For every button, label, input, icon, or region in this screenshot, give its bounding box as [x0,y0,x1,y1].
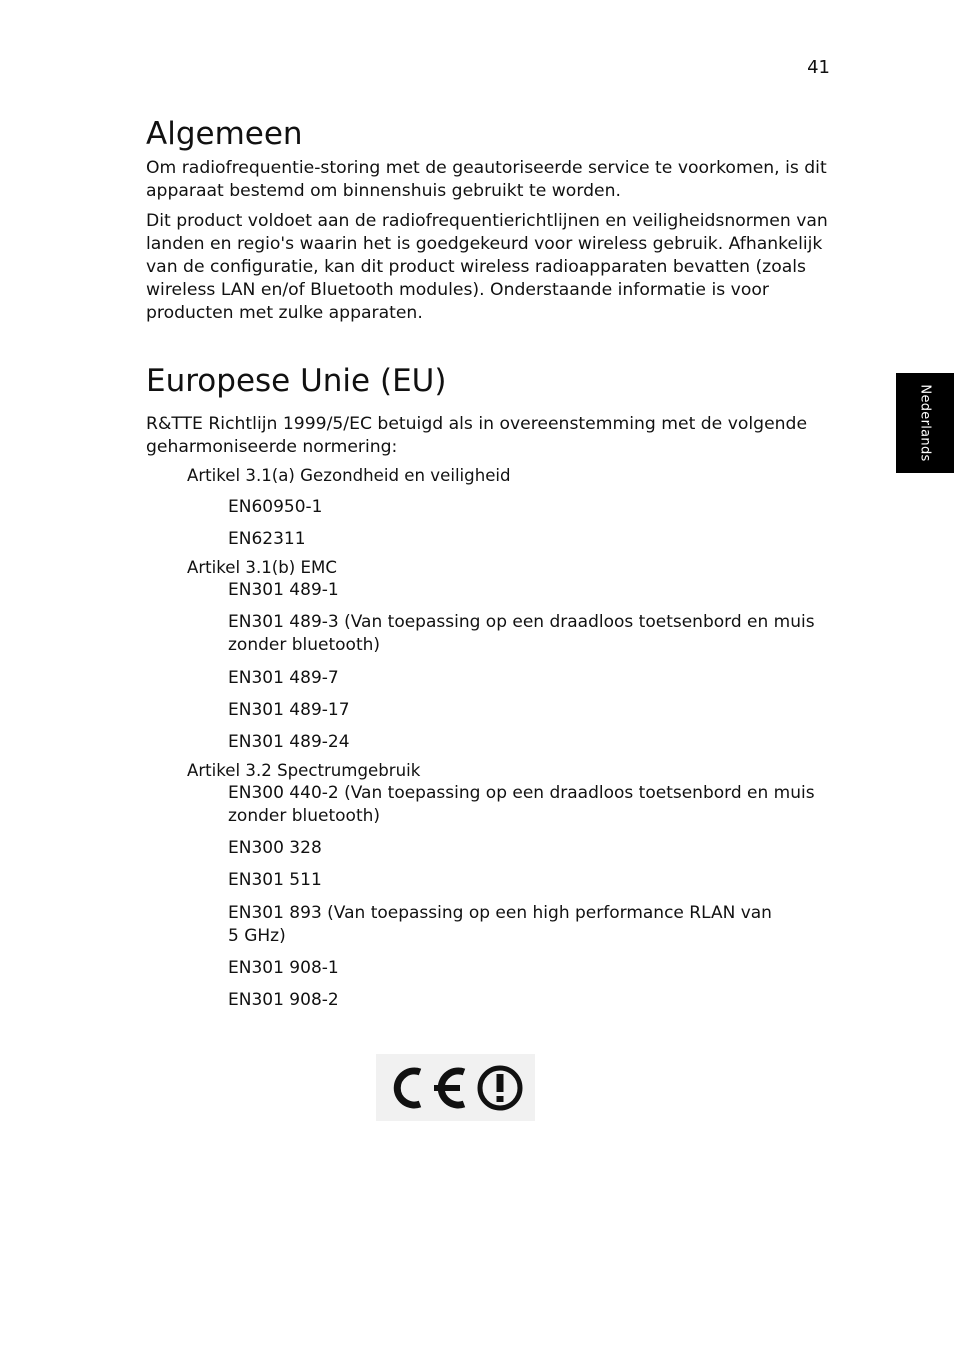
article-title-3-2: Artikel 3.2 Spectrumgebruik [187,761,421,780]
article-title-3-1b: Artikel 3.1(b) EMC [187,558,337,577]
norm-item: EN301 489-3 (Van toepassing op een draadloos toetsenbord en muis zonder bluetooth) [228,612,815,655]
norm-item: EN301 908-2 [228,990,339,1010]
ce-alert-mark-icon [376,1054,535,1121]
norm-item: EN301 893 (Van toepassing op een high performance RLAN van 5 GHz) [228,903,772,946]
norm-item: EN300 440-2 (Van toepassing op een draadloos toetsenbord en muis zonder bluetooth) [228,783,815,826]
norm-item: EN301 489-1 [228,580,339,600]
page-number: 41 [807,57,830,78]
norm-item: EN301 511 [228,870,322,890]
norm-item: EN300 328 [228,838,322,858]
language-side-tab [896,373,954,473]
norm-item: EN301 908-1 [228,958,339,978]
norm-item: EN301 489-17 [228,700,350,720]
norm-item: EN60950-1 [228,497,323,517]
norm-item: EN62311 [228,529,306,549]
eu-intro-paragraph: R&TTE Richtlijn 1999/5/EC betuigd als in overeenstemming met de volgende geharmoniseerde normering: [146,414,808,457]
algemeen-paragraph-2: Dit product voldoet aan de radiofrequentierichtlijnen en veiligheidsnormen van landen en regio's waarin het is goedgekeurd voor wireless gebruik. Afhankelijk van de configuratie, kan dit product wireless radioapparaten bevatten (zoals wireless LAN en/of Bluetooth modules). Onderstaande informatie is voor producten met zulke apparaten. [146,211,828,323]
section-title-algemeen: Algemeen [146,116,303,152]
norm-item: EN301 489-7 [228,668,339,688]
article-title-3-1a: Artikel 3.1(a) Gezondheid en veiligheid [187,466,511,485]
section-title-eu: Europese Unie (EU) [146,363,447,399]
norm-item: EN301 489-24 [228,732,350,752]
algemeen-paragraph-1: Om radiofrequentie-storing met de geautoriseerde service te voorkomen, is dit apparaat bestemd om binnenshuis gebruikt te worden. [146,158,827,201]
language-side-tab-label: Nederlands [917,384,933,462]
